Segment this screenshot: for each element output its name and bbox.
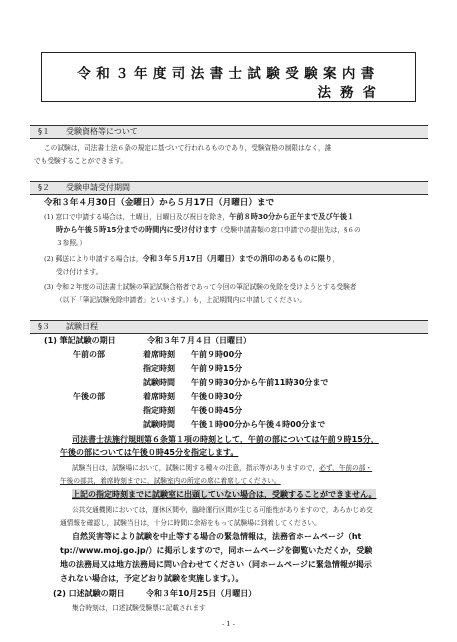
disaster-info-line-2: tp://www.moj.go.jp/）に掲示しますので，同ホームページを御覧いただくか，受験 — [60, 546, 373, 555]
written-exam-date: 令和３年７月４日（日曜日） — [147, 336, 251, 345]
am-row-label: 着席時刻 — [143, 350, 175, 359]
disaster-info-line-1: 自然災害等により試験を中止等する場合の緊急情報は，法務省ホームページ（ht — [72, 532, 362, 541]
application-period: 令和３年４月30日（金曜日）から５月17日（月曜日）まで — [44, 198, 275, 208]
designated-time-rule-line-2: 午後の部については午後０時45分を指定します。 — [60, 448, 239, 457]
item-1-line-2: 時から午後５時15分までの時間内に受け付けます（受験申請書類の窓口申請での提出先は，§６の — [56, 225, 361, 234]
am-row-value: 午前９時15分 — [191, 364, 243, 373]
disaster-info-line-3: 地の法務局又は地方法務局に問い合わせてください（同ホームページに緊急情報が掲示 — [60, 560, 372, 569]
pm-row-value: 午後０時30分 — [191, 392, 243, 401]
section-3-number: §３ — [38, 322, 50, 331]
page-number: - 1 - — [222, 620, 235, 628]
section-2-number: §２ — [38, 183, 50, 192]
item-1-line-3: ３参照。） — [56, 239, 87, 247]
note-line-1: 試験当日は，試験場において，試験に関する種々の注意，指示等がありますので，必ず，午前の部・ — [72, 464, 373, 472]
pm-row-value: 午後１時00分から午後４時00分まで — [191, 420, 326, 429]
section-2-header — [30, 181, 428, 195]
section-1-body-line-2: でも受験することができます。 — [34, 157, 128, 165]
item-3-line-1: (3) 令和２年度の司法書士試験の筆記試験合格者であって今回の筆記試験の免除を受けようとする受験者 — [44, 283, 357, 291]
note-line-2: 午後の部共，着席時刻までに，試験室内の所定の席に着席してください。 — [60, 477, 281, 485]
transport-note-line-2: 通情報を確認し，試験当日は，十分に時間に余裕をもって試験場に到着してください。 — [60, 519, 321, 527]
am-row-label: 試験時間 — [143, 378, 175, 387]
pm-row-label: 試験時間 — [143, 420, 175, 429]
document-title-box — [41, 52, 416, 102]
pm-row-label: 指定時刻 — [143, 406, 175, 415]
oral-exam-label: (2) 口述試験の期日 — [53, 589, 125, 598]
afternoon-session-label: 午後の部 — [73, 392, 105, 401]
document-title: 令和３年度司法書士試験受験案内書 — [77, 66, 380, 82]
item-2-line-2: 受け付けます。 — [56, 268, 103, 276]
section-1-body-line-1: この試験は，司法書士法６条の規定に基づいて行われるものであり，受験資格の制限はなく，誰 — [44, 144, 332, 152]
section-3-title: 試験日程 — [66, 322, 98, 331]
written-exam-label: (1) 筆記試験の期日 — [44, 336, 116, 345]
pm-row-value: 午後０時45分 — [191, 406, 243, 415]
morning-session-label: 午前の部 — [73, 350, 105, 359]
am-row-value: 午前９時00分 — [191, 350, 243, 359]
section-2-title: 受験申請受付期間 — [66, 183, 130, 192]
late-arrival-warning: 上記の指定時刻までに試験室に出頭していない場合は，受験することができません。 — [72, 490, 377, 499]
section-1-title: 受験資格等について — [66, 127, 138, 136]
am-row-label: 指定時刻 — [143, 364, 175, 373]
designated-time-rule-line-1: 司法書士法施行規則第６条第１項の時刻として，午前の部については午前９時15分， — [72, 435, 379, 444]
oral-exam-date: 令和３年10月25日（月曜日） — [146, 589, 257, 598]
transport-note-line-1: 公共交通機関においては，運休区間や，臨時運行区間が生じる可能性がありますので，あらかじめ交 — [72, 506, 373, 514]
section-3-header — [30, 320, 428, 334]
item-1-line-1: (1) 窓口で申請する場合は，土曜日，日曜日及び祝日を除き，午前８時30分から正午まで及び午後１ — [44, 212, 355, 221]
oral-exam-note: 集合時刻は，口述試験受験票に記載されます — [72, 604, 206, 612]
disaster-info-line-4: されない場合は，予定どおり試験を実施します。）。 — [60, 574, 244, 583]
item-3-line-2: （以下「筆記試験免除申請者」といいます。）も，上記期間内に申請してください。 — [56, 296, 307, 304]
am-row-value: 午前９時30分から午前11時30分まで — [191, 378, 329, 387]
item-2-line-1: (2) 郵送により申請する場合は，令和３年５月17日（月曜日）までの消印のあるものに限り， — [44, 254, 339, 263]
document-issuer: 法務省 — [317, 85, 385, 101]
pm-row-label: 着席時刻 — [143, 392, 175, 401]
section-1-number: §１ — [38, 127, 50, 136]
section-1-header — [30, 125, 428, 139]
